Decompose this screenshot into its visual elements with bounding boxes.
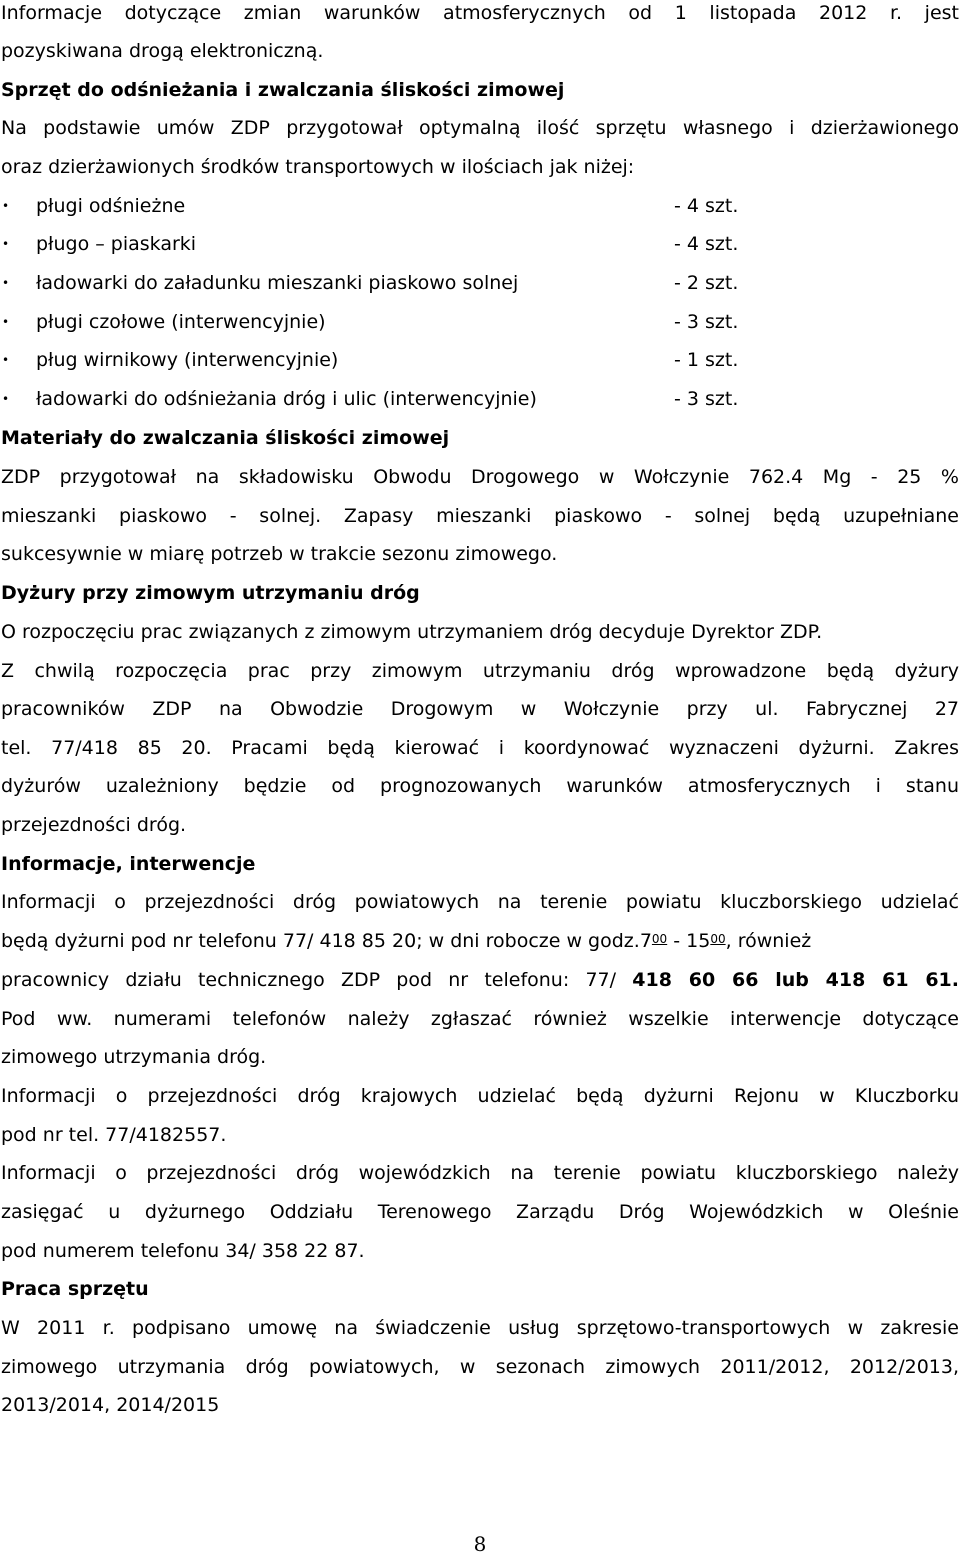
bullet-icon: • [2, 276, 10, 290]
paragraph-line: ZDP przygotował na składowisku Obwodu Drogowego w Wołczynie 762.4 Mg - 25 % [1, 466, 959, 488]
bullet-icon: • [2, 199, 10, 213]
list-item-label: ładowarki do odśnieżania dróg i ulic (interwencyjnie) [36, 388, 537, 410]
text-span: - 15 [667, 930, 711, 952]
list-item [0, 387, 960, 411]
list-item-quantity: - 4 szt. [674, 195, 739, 217]
paragraph-line: pod numerem telefonu 34/ 358 22 87. [1, 1240, 365, 1262]
list-item [0, 310, 960, 334]
paragraph-line: oraz dzierżawionych środków transportowych w ilościach jak niżej: [1, 156, 635, 178]
paragraph-line: Informacji o przejezdności dróg krajowych udzielać będą dyżurni Rejonu w Kluczborku [1, 1085, 959, 1107]
list-item-label: pługi czołowe (interwencyjnie) [36, 311, 326, 333]
text-span: będą dyżurni pod nr telefonu 77/ 418 85 20; w dni robocze w godz.7 [1, 930, 652, 952]
list-item [0, 194, 960, 218]
list-item [0, 271, 960, 295]
list-item [0, 232, 960, 256]
intro-text-line: pozyskiwana drogą elektroniczną. [1, 40, 324, 62]
list-item-label: ładowarki do załadunku mieszanki piaskowo solnej [36, 272, 519, 294]
paragraph-line: zimowego utrzymania dróg powiatowych, w sezonach zimowych 2011/2012, 2012/2013, [1, 1356, 959, 1378]
paragraph-line: O rozpoczęciu prac związanych z zimowym utrzymaniem dróg decyduje Dyrektor ZDP. [1, 621, 823, 643]
paragraph-line: Na podstawie umów ZDP przygotował optymalną ilość sprzętu własnego i dzierżawionego [1, 117, 959, 139]
paragraph-line: W 2011 r. podpisano umowę na świadczenie usług sprzętowo-transportowych w zakresie [1, 1317, 959, 1339]
paragraph-line: Informacji o przejezdności dróg powiatowych na terenie powiatu kluczborskiego udzielać [1, 891, 959, 913]
list-item-quantity: - 4 szt. [674, 233, 739, 255]
list-item-quantity: - 3 szt. [674, 388, 739, 410]
paragraph-line-hours [1, 929, 960, 953]
paragraph-line: tel. 77/418 85 20. Pracami będą kierować i koordynować wyznaczeni dyżurni. Zakres [1, 737, 959, 759]
section-heading-materials: Materiały do zwalczania śliskości zimowej [1, 427, 450, 449]
paragraph-line: pod nr tel. 77/4182557. [1, 1124, 227, 1146]
list-item [0, 348, 960, 372]
section-heading-work: Praca sprzętu [1, 1278, 149, 1300]
bullet-icon: • [2, 392, 10, 406]
paragraph-line: 2013/2014, 2014/2015 [1, 1394, 220, 1416]
text-span: , również [725, 930, 812, 952]
list-item-quantity: - 2 szt. [674, 272, 739, 294]
bullet-icon: • [2, 353, 10, 367]
list-item-quantity: - 1 szt. [674, 349, 739, 371]
paragraph-line: Z chwilą rozpoczęcia prac przy zimowym utrzymaniu dróg wprowadzone będą dyżury [1, 660, 959, 682]
list-item-label: pługo – piaskarki [36, 233, 197, 255]
paragraph-line: zasięgać u dyżurnego Oddziału Terenowego Zarządu Dróg Wojewódzkich w Oleśnie [1, 1201, 959, 1223]
superscript-minutes: 00 [651, 932, 668, 946]
bullet-icon: • [2, 237, 10, 251]
superscript-minutes: 00 [710, 932, 726, 946]
paragraph-line: Informacji o przejezdności dróg wojewódzkich na terenie powiatu kluczborskiego należy [1, 1162, 959, 1184]
section-heading-duty: Dyżury przy zimowym utrzymaniu dróg [1, 582, 420, 604]
paragraph-line: dyżurów uzależniony będzie od prognozowanych warunków atmosferycznych i stanu [1, 775, 959, 797]
intro-text-line: Informacje dotyczące zmian warunków atmosferycznych od 1 listopada 2012 r. jest [1, 2, 959, 24]
list-item-quantity: - 3 szt. [674, 311, 739, 333]
section-heading-equipment: Sprzęt do odśnieżania i zwalczania śliskości zimowej [1, 79, 565, 101]
paragraph-line: Pod ww. numerami telefonów należy zgłaszać również wszelkie interwencje dotyczące [1, 1008, 959, 1030]
list-item-label: pług wirnikowy (interwencyjnie) [36, 349, 339, 371]
paragraph-line: pracowników ZDP na Obwodzie Drogowym w Wołczynie przy ul. Fabrycznej 27 [1, 698, 959, 720]
bullet-icon: • [2, 315, 10, 329]
paragraph-line: przejezdności dróg. [1, 814, 187, 836]
page-number: 8 [473, 1532, 487, 1556]
phone-numbers-bold: 418 60 66 lub 418 61 61. [632, 969, 959, 991]
list-item-label: pługi odśnieżne [36, 195, 186, 217]
paragraph-line: zimowego utrzymania dróg. [1, 1046, 267, 1068]
paragraph-line-phones [1, 968, 959, 992]
section-heading-info: Informacje, interwencje [1, 853, 256, 875]
paragraph-line: sukcesywnie w miarę potrzeb w trakcie sezonu zimowego. [1, 543, 558, 565]
paragraph-line: mieszanki piaskowo - solnej. Zapasy mieszanki piaskowo - solnej będą uzupełniane [1, 505, 959, 527]
text-span: pracownicy działu technicznego ZDP pod nr telefonu: 77/ [1, 969, 633, 991]
